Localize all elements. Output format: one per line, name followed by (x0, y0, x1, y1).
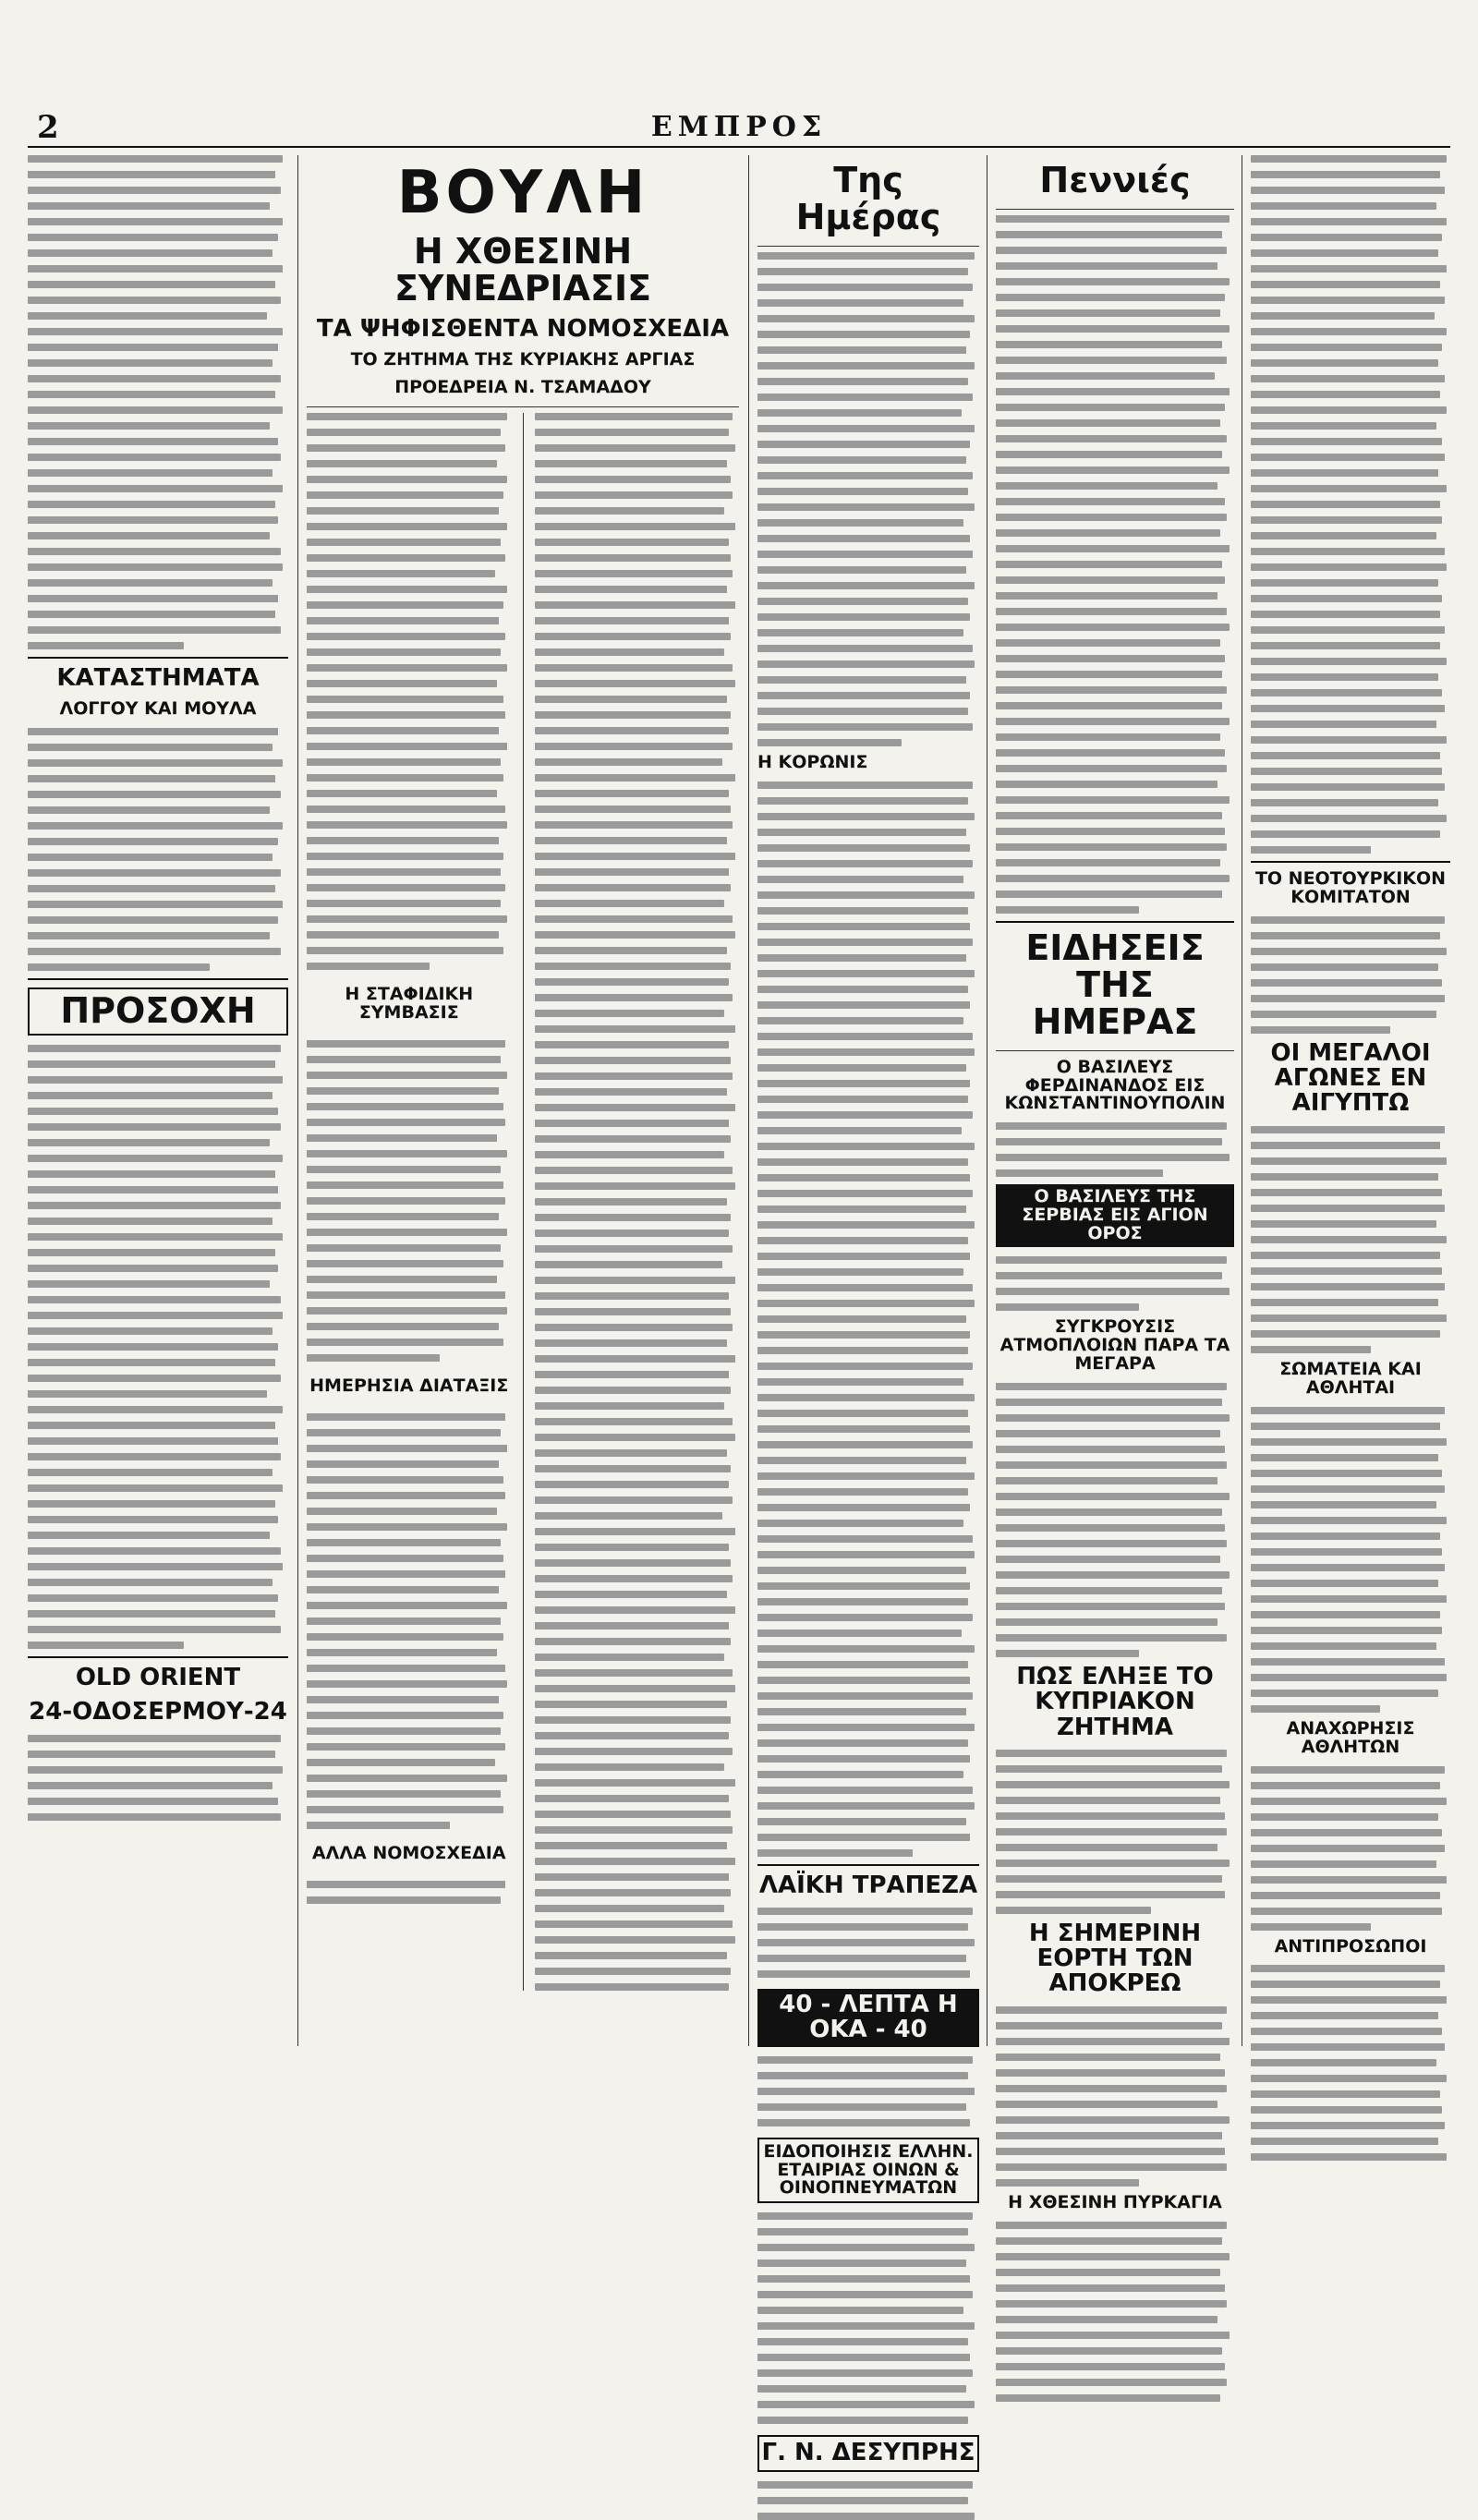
sub-clubs-athletes: ΣΩΜΑΤΕΙΑ ΚΑΙ ΑΘΛΗΤΑΙ (1279, 1358, 1422, 1398)
ad-company-heading: ΕΙΔΟΠΟΙΗΣΙΣ ΕΛΛΗΝ. ΕΤΑΙΡΙΑΣ ΟΙΝΩΝ & ΟΙΝΟΠΝΕΥΜΑΤΩΝ (757, 2138, 979, 2204)
article-text-right (535, 413, 740, 1991)
page-number: 2 (37, 109, 59, 146)
column-5 (1251, 155, 1450, 2046)
sub-representatives: ΑΝΤΙΠΡΟΣΩΠΟΙ (1274, 1935, 1427, 1957)
news-ship-collision: ΣΥΓΚΡΟΥΣΙΣ ΑΤΜΟΠΛΟΙΩΝ ΠΑΡΑ ΤΑ ΜΕΓΑΡΑ (999, 1316, 1230, 1375)
title-news-of-day: ΕΙΔΗΣΕΙΣ ΤΗΣ ΗΜΕΡΑΣ (1025, 927, 1205, 1042)
title-day: Της Ημέρας (795, 160, 941, 237)
column-1 (28, 155, 288, 2046)
news-young-turks: ΤΟ ΝΕΟΤΟΥΡΚΙΚΟΝ ΚΟΜΙΤΑΤΟΝ (1254, 868, 1447, 907)
title-session: Η ΧΘΕΣΙΝΗ ΣΥΝΕΔΡΙΑΣΙΣ (394, 231, 652, 309)
title-chair: ΠΡΟΕΔΡΕΙΑ Ν. ΤΣΑΜΑΔΟΥ (394, 377, 651, 398)
sub-people-bank: ΛΑΪΚΗ ΤΡΑΠΕΖΑ (758, 1871, 978, 1899)
news-apokries: Η ΣΗΜΕΡΙΝΗ ΕΟΡΤΗ ΤΩΝ ΑΠΟΚΡΕΩ (1028, 1919, 1202, 1998)
ad-price-banner: 40 - ΛΕΠΤΑ Η ΟΚΑ - 40 (757, 1989, 979, 2047)
news-fire: Η ΧΘΕΣΙΝΗ ΠΥΡΚΑΓΙΑ (1008, 2191, 1222, 2212)
column-3 (757, 155, 979, 2467)
news-ferdinand: Ο ΒΑΣΙΛΕΥΣ ΦΕΡΔΙΝΑΝΔΟΣ ΕΙΣ ΚΩΝΣΤΑΝΤΙΝΟΥΠΟΛΙΝ (1004, 1056, 1226, 1114)
sub-staphidiki: Η ΣΤΑΦΙΔΙΚΗ ΣΥΜΒΑΣΙΣ (345, 984, 474, 1024)
title-vouli: ΒΟΥΛΗ (396, 159, 649, 227)
title-bills: ΤΑ ΨΗΦΙΣΘΕΝΤΑ ΝΟΜΟΣΧΕΔΙΑ (316, 314, 730, 343)
ad-name: Γ. Ν. ΔΕΣΥΠΡΗΣ (757, 2435, 979, 2471)
masthead (28, 109, 1450, 148)
heading-address: 24-ΟΔΟΣΕΡΜΟΥ-24 (29, 1698, 287, 1726)
column-4 (996, 155, 1234, 2212)
news-egypt-games: ΟΙ ΜΕΓΑΛΟΙ ΑΓΩΝΕΣ ΕΝ ΑΙΓΥΠΤΩ (1270, 1038, 1431, 1118)
news-serbia-king: Ο ΒΑΣΙΛΕΥΣ ΤΗΣ ΣΕΡΒΙΑΣ ΕΙΣ ΑΓΙΟΝ ΟΡΟΣ (996, 1184, 1234, 1247)
heading-prosochi: ΠΡΟΣΟΧΗ (28, 987, 288, 1036)
column-2 (307, 155, 739, 2046)
sub-other-bills: ΑΛΛΑ ΝΟΜΟΣΧΕΔΙΑ (311, 1842, 506, 1863)
sub-korinis: Η ΚΟΡΩΝΙΣ (757, 751, 868, 772)
news-cyprus: ΠΩΣ ΕΛΗΞΕ ΤΟ ΚΥΠΡΙΑΚΟΝ ΖΗΤΗΜΑ (1016, 1663, 1214, 1741)
newspaper-name: ΕΜΠΡΟΣ (650, 111, 828, 143)
sub-departure: ΑΝΑΧΩΡΗΣΙΣ ΑΘΛΗΤΩΝ (1286, 1717, 1415, 1757)
sub-agenda: ΗΜΕΡΗΣΙΑ ΔΙΑΤΑΞΙΣ (309, 1375, 509, 1397)
title-sunday-question: ΤΟ ΖΗΤΗΜΑ ΤΗΣ ΚΥΡΙΑΚΗΣ ΑΡΓΙΑΣ (350, 349, 696, 370)
title-pennies: Πεννιές (1039, 160, 1191, 200)
article-text-left (307, 413, 512, 1991)
article-text (28, 155, 288, 649)
heading-store-names: ΛΟΓΓΟΥ ΚΑΙ ΜΟΥΛΑ (59, 698, 257, 720)
heading-katastimata: ΚΑΤΑΣΤΗΜΑΤΑ (56, 664, 260, 692)
heading-old-orient: OLD ORIENT (75, 1664, 241, 1692)
